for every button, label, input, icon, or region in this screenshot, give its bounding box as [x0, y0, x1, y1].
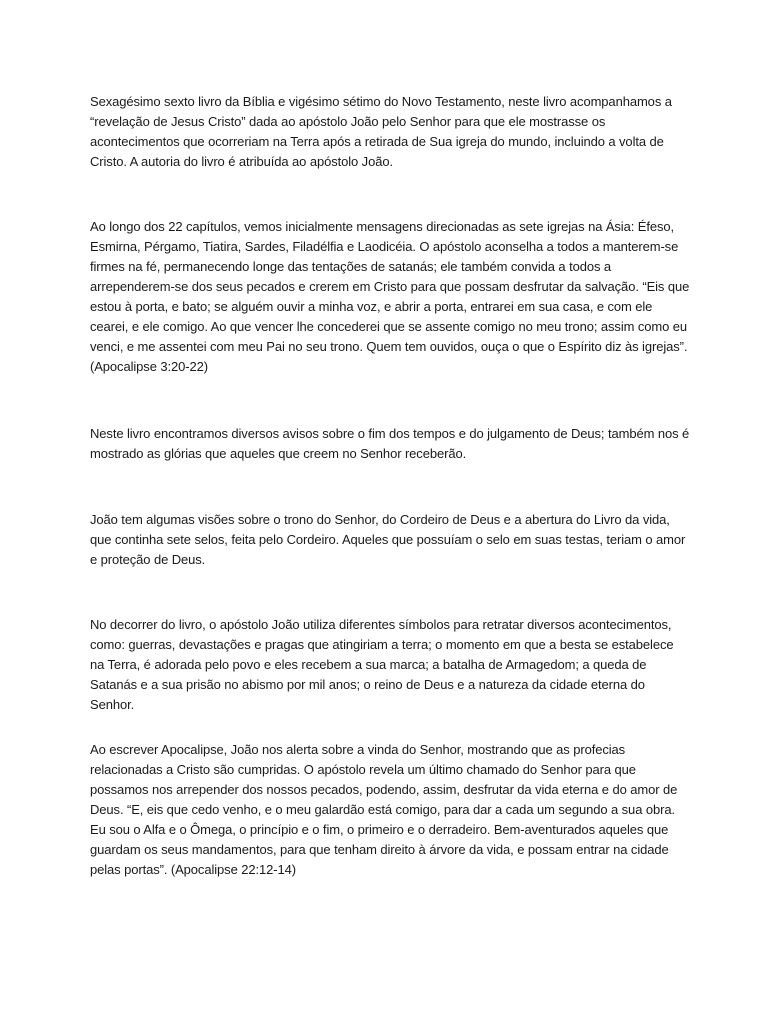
paragraph-end-times: Neste livro encontramos diversos avisos sobre o fim dos tempos e do julgamento de Deus; também nos é mostrado as glórias que aqueles que creem no Senhor receberão. [90, 426, 690, 461]
paragraph-visions: João tem algumas visões sobre o trono do Senhor, do Cordeiro de Deus e a abertura do Livro da vida, que continha sete selos, feita pelo Cordeiro. Aqueles que possuíam o selo em suas testas, teriam o amor e proteção de Deus. [90, 512, 686, 567]
paragraph-introduction: Sexagésimo sexto livro da Bíblia e vigésimo sétimo do Novo Testamento, neste livro acompanhamos a “revelação de Jesus Cristo” dada ao apóstolo João pelo Senhor para que ele mostrasse os acontecimentos que ocorreriam na Terra após a retirada de Sua igreja do mundo, incluindo a volta de Cristo. A autoria do livro é atribuída ao apóstolo João. [90, 94, 672, 169]
paragraph-conclusion: Ao escrever Apocalipse, João nos alerta sobre a vinda do Senhor, mostrando que as profecias relacionadas a Cristo são cumpridas. O apóstolo revela um último chamado do Senhor para que possamos nos arrepender dos nossos pecados, podendo, assim, desfrutar da vida eterna e do amor de Deus. “E, eis que cedo venho, e o meu galardão está comigo, para dar a cada um segundo a sua obra. Eu sou o Alfa e o Ômega, o princípio e o fim, o primeiro e o derradeiro. Bem-aventurados aqueles que guardam os seus mandamentos, para que tenham direito à árvore da vida, e possam entrar na cidade pelas portas”. (Apocalipse 22:12-14) [90, 742, 678, 877]
paragraph-seven-churches: Ao longo dos 22 capítulos, vemos inicialmente mensagens direcionadas as sete igrejas na Ásia: Éfeso, Esmirna, Pérgamo, Tiatira, Sardes, Filadélfia e Laodicéia. O apóstolo aconselha a todos a manterem-se firmes na fé, permanecendo longe das tentações de satanás; ele também convida a todos a arrependerem-se dos seus pecados e crerem em Cristo para que possam desfrutar da salvação. “Eis que estou à porta, e bato; se alguém ouvir a minha voz, e abrir a porta, entrarei em sua casa, e com ele cearei, e ele comigo. Ao que vencer lhe concederei que se assente comigo no meu trono; assim como eu venci, e me assentei com meu Pai no seu trono. Quem tem ouvidos, ouça o que o Espírito diz às igrejas”. (Apocalipse 3:20-22) [90, 219, 690, 374]
paragraph-symbols: No decorrer do livro, o apóstolo João utiliza diferentes símbolos para retratar diversos acontecimentos, como: guerras, devastações e pragas que atingiriam a terra; o momento em que a besta se estabelece na Terra, é adorada pelo povo e eles recebem a sua marca; a batalha de Armagedom; a queda de Satanás e a sua prisão no abismo por mil anos; o reino de Deus e a natureza da cidade eterna do Senhor. [90, 617, 674, 712]
